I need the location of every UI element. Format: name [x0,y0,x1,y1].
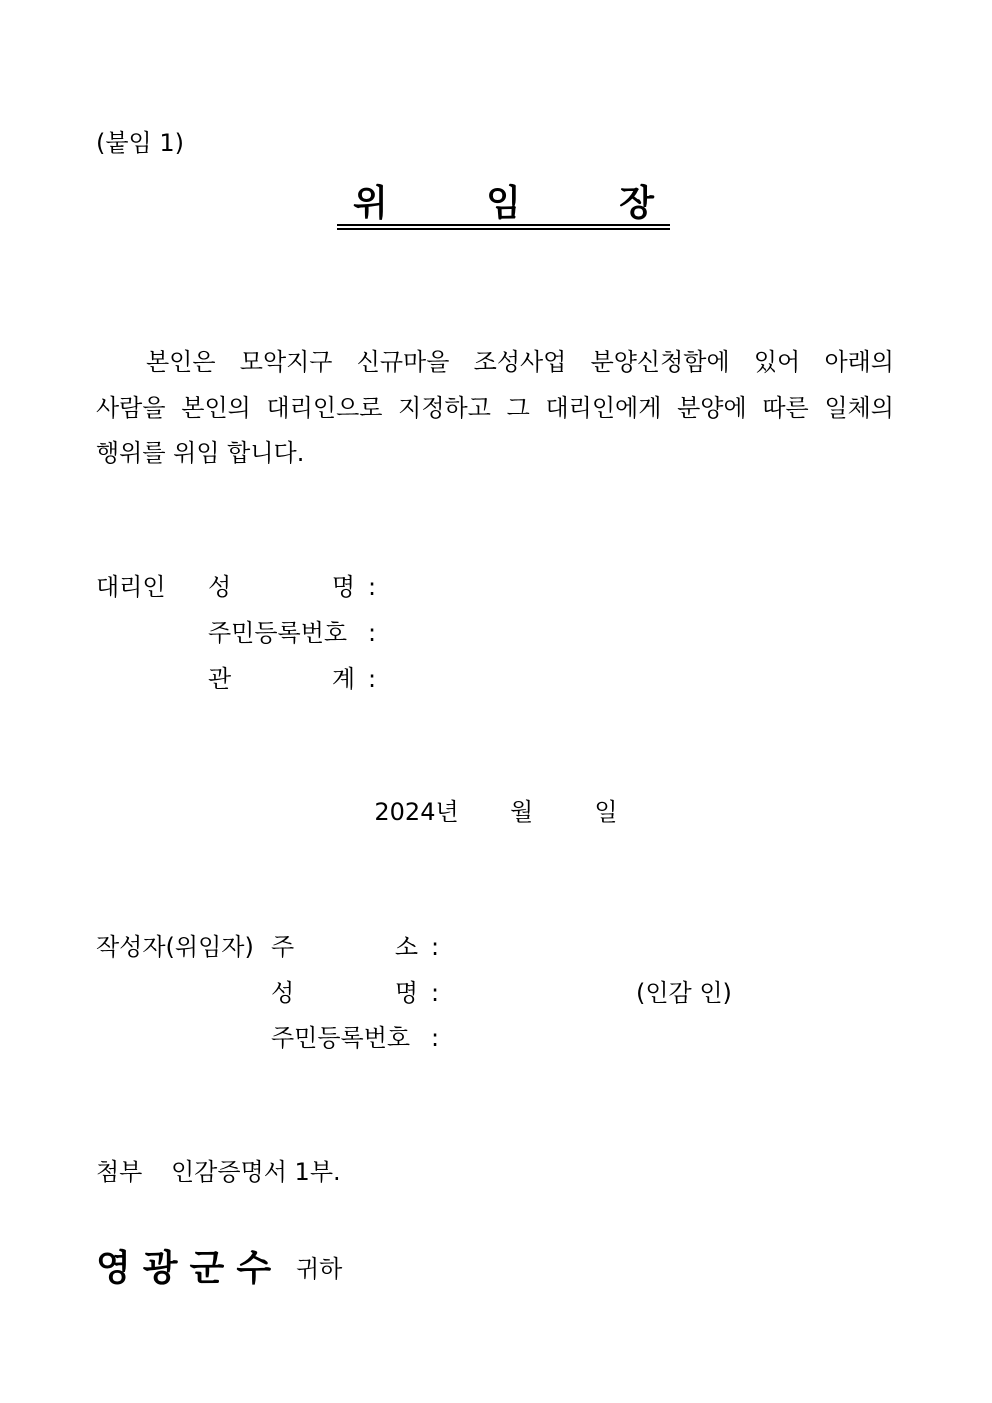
writer-rrn-label: 주민등록번호 [271,1024,411,1052]
agent-relation-colon: : [368,665,377,693]
attachment-label: 첨부 [96,1158,143,1186]
agent-name-colon: : [368,573,377,601]
title-char: 임 [486,183,521,224]
document-date [0,797,992,827]
writer-name-label: 성 명 [271,979,418,1007]
attachment-item: 인감증명서 1부. [171,1158,341,1186]
writer-address-colon: : [431,933,440,961]
date-year: 2024년 [374,798,459,826]
writer-address-label: 주 소 [271,933,418,961]
title-char: 위 [353,183,388,224]
attachment-note: (붙임 1) [96,129,184,157]
recipient-name: 영광군수 [96,1248,284,1289]
agent-name-label: 성 명 [208,573,355,601]
agent-rrn-colon: : [368,619,377,647]
agent-heading: 대리인 [96,573,166,601]
document-title [337,182,670,230]
writer-heading: 작성자(위임자) [96,933,254,961]
writer-rrn-colon: : [431,1024,440,1052]
body-line: 사람을 본인의 대리인으로 지정하고 그 대리인에게 분양에 따른 일체의 [96,394,894,422]
seal-label: (인감 인) [636,979,732,1007]
title-char: 장 [619,183,654,224]
date-month: 월 [509,798,534,826]
date-day: 일 [594,798,618,826]
recipient-suffix: 귀하 [296,1255,343,1283]
title-underline [337,224,670,226]
writer-name-colon: : [431,979,440,1007]
agent-relation-label: 관 계 [208,665,355,693]
agent-rrn-label: 주민등록번호 [208,619,348,647]
body-line: 행위를 위임 합니다. [96,439,305,467]
body-line: 본인은 모악지구 신규마을 조성사업 분양신청함에 있어 아래의 [146,348,894,376]
title-underline [337,228,670,230]
